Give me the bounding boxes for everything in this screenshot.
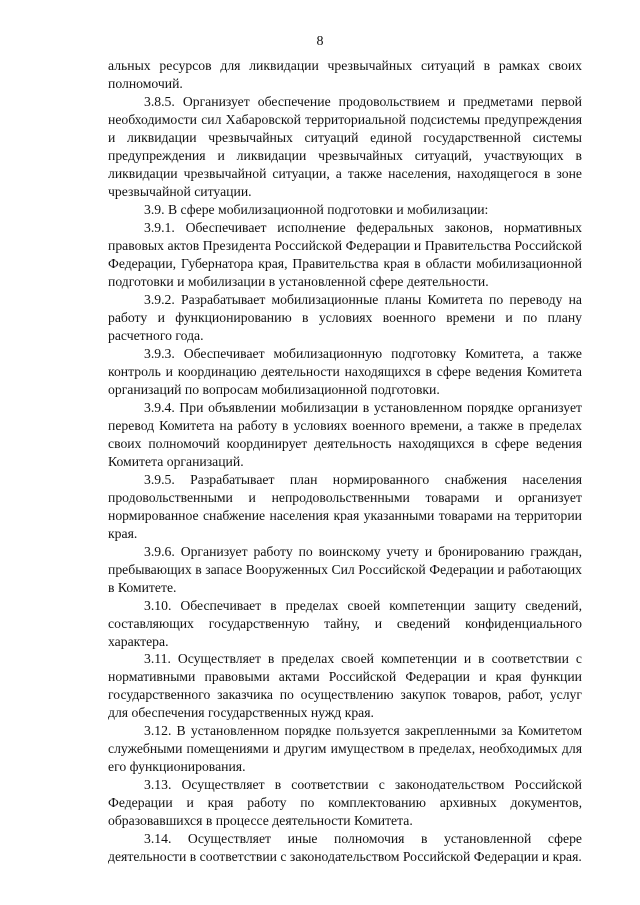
paragraph-3-13: 3.13. Осуществляет в соответствии с законодательством Российской Федерации и края работу по комплектованию архивных документов, образовавшихся в процессе деятельности Комитета. [108, 777, 582, 829]
paragraph-3-9: 3.9. В сфере мобилизационной подготовки и мобилизации: [144, 201, 489, 217]
page-number: 8 [316, 34, 324, 49]
paragraph-3-14: 3.14. Осуществляет иные полномочия в установленной сфере деятельности в соответствии с законодательством Российской Федерации и края. [108, 831, 582, 865]
paragraph-3-9-6: 3.9.6. Организует работу по воинскому учету и бронированию граждан, пребывающих в запасе Вооруженных Сил Российской Федерации и работающих в Комитете. [108, 543, 582, 595]
document-body [108, 57, 582, 866]
paragraph-continuation: альных ресурсов для ликвидации чрезвычайных ситуаций в рамках своих полномочий. [108, 58, 582, 91]
paragraph-3-11: 3.11. Осуществляет в пределах своей компетенции и в соответствии с нормативными правовыми актами Российской Федерации и края функции государственного заказчика по осуществлению закупок товаров, работ, услуг для обеспечения государственных нужд края. [108, 651, 582, 721]
paragraph-3-9-5: 3.9.5. Разрабатывает план нормированного снабжения населения продовольственными и непродовольственными товарами и организует нормированное снабжение населения края указанными товарами на территории края. [108, 471, 582, 541]
paragraph-3-12: 3.12. В установленном порядке пользуется закрепленными за Комитетом служебными помещениями и другим имуществом в пределах, необходимых для его функционирования. [108, 723, 582, 775]
paragraph-3-9-3: 3.9.3. Обеспечивает мобилизационную подготовку Комитета, а также контроль и координацию деятельности находящихся в сфере ведения Комитета организаций по вопросам мобилизационной подготовки. [108, 345, 582, 397]
paragraph-3-9-2: 3.9.2. Разрабатывает мобилизационные планы Комитета по переводу на работу и функционированию в условиях военного времени и по плану расчетного года. [108, 291, 582, 343]
paragraph-3-8-5: 3.8.5. Организует обеспечение продовольствием и предметами первой необходимости сил Хабаровской территориальной подсистемы предупреждения и ликвидации чрезвычайных ситуаций единой государственной системы предупреждения и ликвидации чрезвычайных ситуаций, участвующих в ликвидации чрезвычайной ситуации, а также населения, находящегося в зоне чрезвычайной ситуации. [108, 93, 582, 199]
paragraph-3-9-4: 3.9.4. При объявлении мобилизации в установленном порядке организует перевод Комитета на работу в условиях военного времени, а также в пределах своих полномочий координирует деятельность находящихся в сфере ведения Комитета организаций. [108, 399, 582, 469]
paragraph-3-10: 3.10. Обеспечивает в пределах своей компетенции защиту сведений, составляющих государственную тайну, и сведений конфиденциального характера. [108, 597, 582, 649]
paragraph-3-9-1: 3.9.1. Обеспечивает исполнение федеральных законов, нормативных правовых актов Президента Российской Федерации и Правительства Российской Федерации, Губернатора края, Правительства края в области мобилизационной подготовки и мобилизации в установленной сфере деятельности. [108, 219, 582, 289]
